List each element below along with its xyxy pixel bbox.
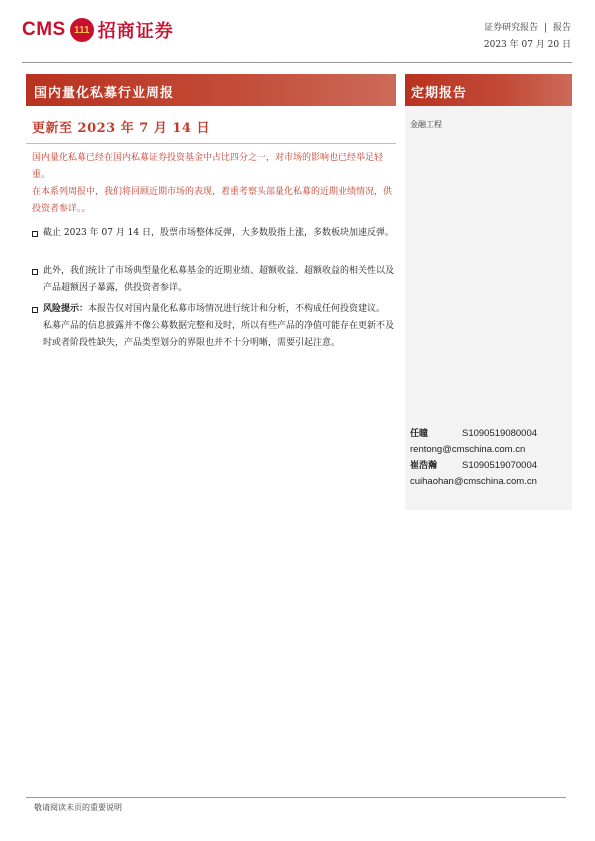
risk-bullet: [32, 301, 394, 352]
analyst-name: 崔浩瀚: [410, 461, 438, 471]
analyst-row: [410, 458, 537, 474]
intro-paragraph-1: 国内量化私募已经在国内私募证券投资基金中占比四分之一，对市场的影响也已经举足轻重。: [32, 153, 384, 180]
logo-text-en: CMS: [22, 19, 66, 40]
header-meta: [481, 20, 571, 54]
analyst-row: [410, 426, 537, 442]
bullet-text: 此外，我们统计了市场典型量化私募基金的近期业绩、超额收益、超额收益的相关性以及产品超额因子暴露，供投资者参详。: [43, 266, 395, 293]
logo-text-cn: 招商证券: [97, 21, 174, 42]
analyst-cert: S1090519080004: [462, 428, 538, 439]
report-type-bar: [405, 74, 572, 106]
bullet-square-icon: [32, 269, 38, 275]
analyst-cert: S1090519070004: [462, 460, 538, 471]
report-title: 国内量化私募行业周报: [34, 86, 175, 101]
summary-bullet: [32, 263, 394, 297]
doc-kind: 报告: [552, 23, 571, 33]
footer-note: 敬请阅读末页的重要说明: [34, 803, 122, 812]
header-divider: [22, 62, 572, 63]
header-separator: |: [544, 23, 548, 33]
analyst-list: [410, 426, 537, 490]
company-logo: [22, 17, 174, 43]
footer-divider: [26, 797, 566, 798]
analyst-email[interactable]: cuihaohan@cmschina.com.cn: [410, 476, 537, 487]
summary-bullet: [32, 225, 394, 242]
risk-label: 风险提示：: [43, 304, 89, 314]
bullet-square-icon: [32, 307, 38, 313]
analyst-name: 任瞳: [410, 429, 429, 439]
report-date: 2023 年 07 月 20 日: [483, 40, 571, 50]
report-type: 定期报告: [411, 86, 468, 101]
sector-label: 金融工程: [410, 120, 442, 129]
content-divider: [26, 143, 396, 144]
doc-category: 证券研究报告: [484, 23, 539, 33]
report-title-bar: [26, 74, 396, 106]
intro-paragraph-2: 在本系列周报中，我们将回顾近期市场的表现，着重考察头部量化私募的近期业绩情况，供投资者参详。。: [32, 187, 393, 214]
update-heading: 更新至 2023 年 7 月 14 日: [32, 121, 210, 136]
logo-badge-icon: 111: [70, 18, 94, 42]
bullet-text: 截止 2023 年 07 月 14 日，股票市场整体反弹，大多数股指上涨，多数板块加速反弹。: [43, 228, 394, 238]
analyst-email[interactable]: rentong@cmschina.com.cn: [410, 444, 526, 455]
bullet-square-icon: [32, 231, 38, 237]
risk-text: 本报告仅对国内量化私募市场情况进行统计和分析，不构成任何投资建议。私募产品的信息披露并不像公募数据完整和及时，所以有些产品的净值可能存在更新不及时或者阶段性缺失，产品类型划分的界限也并不十分明晰，需要引起注意。: [43, 304, 395, 348]
